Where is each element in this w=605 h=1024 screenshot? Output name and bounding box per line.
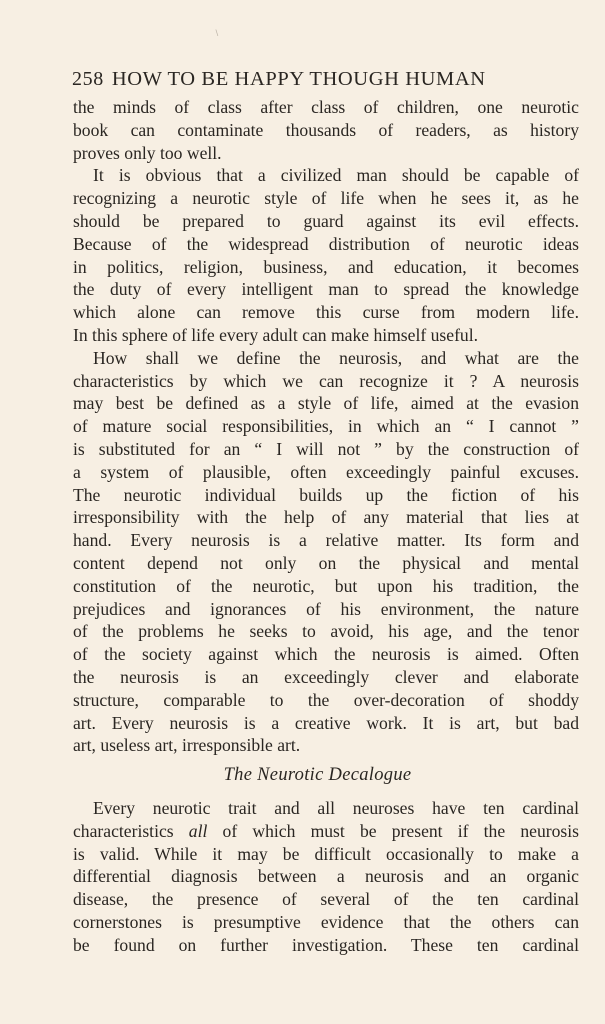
text-line: be found on further investigation. These ten cardinal: [73, 934, 579, 955]
paper-speck: ∖: [214, 29, 220, 38]
text-line: recognizing a neurotic style of life when he sees it, as he: [73, 188, 579, 209]
paragraph-start-line: Every neurotic trait and all neuroses have ten cardinal: [93, 798, 579, 818]
text-line: the minds of class after class of children, one neurotic: [73, 97, 579, 117]
body-text-bottom: [73, 797, 579, 957]
text-line: should be prepared to guard against its evil effects.: [73, 210, 579, 231]
text-line: Because of the widespread distribution of neurotic ideas: [73, 233, 579, 254]
text-line: art. Every neurosis is a creative work. It is art, but bad: [73, 712, 579, 733]
text-line: irresponsibility with the help of any material that lies at: [73, 507, 579, 528]
text-line: structure, comparable to the over-decoration of shoddy: [73, 689, 579, 710]
emphasis-text: all: [188, 820, 208, 841]
text-line: In this sphere of life every adult can make himself useful.: [73, 324, 479, 345]
running-head-title: HOW TO BE HAPPY THOUGH HUMAN: [111, 68, 486, 90]
text-line: in politics, religion, business, and education, it becomes: [73, 256, 579, 277]
text-line: disease, the presence of several of the ten cardinal: [73, 889, 579, 910]
text-line: prejudices and ignorances of his environment, the nature: [73, 598, 579, 619]
text-line: art, useless art, irresponsible art.: [73, 735, 301, 756]
text-line: is valid. While it may be difficult occasionally to make a: [73, 843, 579, 864]
running-header: [72, 64, 582, 94]
body-text-top: [73, 96, 579, 757]
text-line: is substituted for an “ I will not ” by the construction of: [73, 438, 579, 459]
section-heading: The Neurotic Decalogue: [223, 765, 412, 785]
text-line: characteristics all of which must be present if the neurosis: [73, 820, 579, 841]
text-line: of the problems he seeks to avoid, his age, and the tenor: [73, 621, 579, 642]
text-line: a system of plausible, often exceedingly painful excuses.: [73, 461, 579, 482]
text-line: constitution of the neurotic, but upon his tradition, the: [73, 575, 579, 596]
text-line: may best be defined as a style of life, aimed at the evasion: [73, 393, 579, 414]
text-line: the duty of every intelligent man to spread the knowledge: [73, 279, 579, 300]
text-line: characteristics by which we can recognize it ? A neurosis: [73, 370, 579, 391]
text-line: content depend not only on the physical and mental: [73, 552, 579, 573]
page-number: 258: [72, 68, 104, 90]
text-line: book can contaminate thousands of readers, as history: [73, 119, 579, 140]
text-line: differential diagnosis between a neurosis and an organic: [73, 866, 579, 887]
paragraph-start-line: It is obvious that a civilized man should be capable of: [93, 165, 579, 186]
text-line: cornerstones is presumptive evidence that the others can: [73, 911, 579, 932]
paragraph-start-line: How shall we define the neurosis, and what are the: [93, 347, 579, 368]
text-line: proves only too well.: [73, 142, 222, 163]
text-line: the neurosis is an exceedingly clever and elaborate: [73, 666, 579, 687]
text-line: of mature social responsibilities, in which an “ I cannot ”: [73, 416, 579, 437]
text-line: The neurotic individual builds up the fiction of his: [73, 484, 579, 505]
text-line: hand. Every neurosis is a relative matter. Its form and: [73, 530, 579, 551]
text-line: which alone can remove this curse from modern life.: [73, 302, 579, 323]
text-line: of the society against which the neurosis is aimed. Often: [73, 644, 579, 665]
